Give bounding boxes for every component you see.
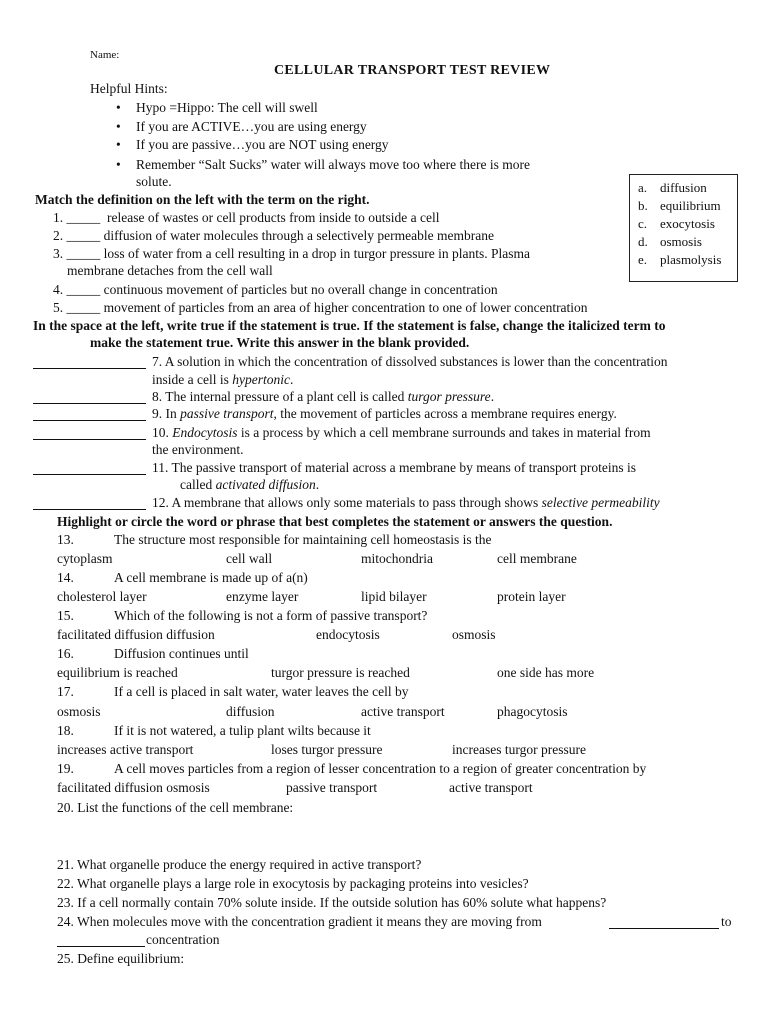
mc-option[interactable]: loses turgor pressure — [271, 742, 383, 757]
mc-q16-text: Diffusion continues until — [114, 646, 249, 661]
term-item: e. plasmolysis — [638, 252, 722, 267]
tf-answer-blank-12[interactable] — [33, 497, 146, 510]
mc-option[interactable]: turgor pressure is reached — [271, 665, 410, 680]
match-item-4: 4. _____ continuous movement of particles but no overall change in concentration — [53, 282, 498, 297]
answer-blank[interactable]: _____ — [66, 300, 101, 315]
answer-blank[interactable]: _____ — [66, 210, 101, 225]
short-q20: 20. List the functions of the cell membrane: — [57, 800, 294, 815]
mc-q17-num: 17. — [57, 684, 74, 699]
mc-option[interactable]: osmosis — [452, 627, 496, 642]
tf-answer-blank-11[interactable] — [33, 462, 146, 475]
mc-q17-text: If a cell is placed in salt water, water leaves the cell by — [114, 684, 409, 699]
mc-option[interactable]: cell wall — [226, 551, 273, 566]
mc-option[interactable]: active transport — [449, 780, 533, 795]
match-item-2: 2. _____ diffusion of water molecules through a selectively permeable membrane — [53, 228, 494, 243]
hint-bullet-icon: • — [116, 157, 121, 172]
tf-q10: 10. Endocytosis is a process by which a cell membrane surrounds and takes in material from — [152, 425, 651, 440]
mc-option[interactable]: cell membrane — [497, 551, 577, 566]
hint-item: If you are passive…you are NOT using energy — [136, 137, 389, 152]
hints-heading: Helpful Hints: — [90, 81, 168, 96]
tf-q8: 8. The internal pressure of a plant cell is called turgor pressure. — [152, 389, 495, 404]
mc-option[interactable]: facilitated diffusion osmosis — [57, 780, 210, 795]
tf-answer-blank-8[interactable] — [33, 391, 146, 404]
tf-q12: 12. A membrane that allows only some materials to pass through shows selective permeability — [152, 495, 660, 510]
hint-item: If you are ACTIVE…you are using energy — [136, 119, 367, 134]
hint-bullet-icon: • — [116, 137, 121, 152]
mc-q18-num: 18. — [57, 723, 74, 738]
match-item-1: 1. _____ release of wastes or cell products from inside to outside a cell — [53, 210, 440, 225]
tf-answer-blank-9[interactable] — [33, 408, 146, 421]
mc-q15-text: Which of the following is not a form of passive transport? — [114, 608, 428, 623]
term-item: c. exocytosis — [638, 216, 715, 231]
short-q24: 24. When molecules move with the concentration gradient it means they are moving from — [57, 914, 542, 929]
match-instruction: Match the definition on the left with the term on the right. — [35, 192, 370, 207]
short-q24-to: to — [721, 914, 732, 929]
mc-option[interactable]: osmosis — [57, 704, 101, 719]
mc-option[interactable]: cytoplasm — [57, 551, 113, 566]
match-item-3-cont: membrane detaches from the cell wall — [67, 263, 273, 278]
tf-q7: 7. A solution in which the concentration of dissolved substances is lower than the concentration — [152, 354, 668, 369]
answer-blank[interactable]: _____ — [66, 246, 101, 261]
mc-option[interactable]: lipid bilayer — [361, 589, 427, 604]
mc-q13-text: The structure most responsible for maintaining cell homeostasis is the — [114, 532, 492, 547]
tf-answer-blank-10[interactable] — [33, 427, 146, 440]
mc-q14-num: 14. — [57, 570, 74, 585]
mc-q19-text: A cell moves particles from a region of lesser concentration to a region of greater concentration by — [114, 761, 647, 776]
short-q24-cont: concentration — [146, 932, 220, 947]
answer-blank[interactable]: _____ — [66, 282, 101, 297]
match-item-3: 3. _____ loss of water from a cell resulting in a drop in turgor pressure in plants. Plasma — [53, 246, 531, 261]
hint-bullet-icon: • — [116, 119, 121, 134]
term-box — [629, 174, 738, 282]
hint-item: Remember “Salt Sucks” water will always move too where there is more — [136, 157, 531, 172]
tf-answer-blank-7[interactable] — [33, 356, 146, 369]
mc-option[interactable]: passive transport — [286, 780, 378, 795]
mc-q19-num: 19. — [57, 761, 74, 776]
match-item-5: 5. _____ movement of particles from an area of higher concentration to one of lower concentration — [53, 300, 588, 315]
answer-blank[interactable]: _____ — [66, 228, 101, 243]
mc-option[interactable]: enzyme layer — [226, 589, 299, 604]
q24-blank-from[interactable] — [609, 916, 719, 929]
hint-item: Hypo =Hippo: The cell will swell — [136, 100, 318, 115]
mc-option[interactable]: diffusion — [226, 704, 275, 719]
term-item: a. diffusion — [638, 180, 707, 195]
page-title: CELLULAR TRANSPORT TEST REVIEW — [274, 63, 551, 78]
short-q21: 21. What organelle produce the energy required in active transport? — [57, 857, 422, 872]
mc-option[interactable]: active transport — [361, 704, 445, 719]
short-q22: 22. What organelle plays a large role in exocytosis by packaging proteins into vesicles? — [57, 876, 529, 891]
short-q23: 23. If a cell normally contain 70% solute inside. If the outside solution has 60% solute what happens? — [57, 895, 607, 910]
q24-blank-to[interactable] — [57, 934, 145, 947]
tf-instruction: In the space at the left, write true if the statement is true. If the statement is false, change the italicized term to — [33, 318, 666, 333]
mc-option[interactable]: protein layer — [497, 589, 566, 604]
hint-item-cont: solute. — [136, 174, 172, 189]
tf-instruction-cont: make the statement true. Write this answer in the blank provided. — [90, 335, 470, 350]
mc-q14-text: A cell membrane is made up of a(n) — [114, 570, 308, 585]
tf-q9: 9. In passive transport, the movement of particles across a membrane requires energy. — [152, 406, 617, 421]
tf-q11-cont: called activated diffusion. — [180, 477, 320, 492]
mc-q18-text: If it is not watered, a tulip plant wilts because it — [114, 723, 371, 738]
tf-q11: 11. The passive transport of material across a membrane by means of transport proteins is — [152, 460, 636, 475]
mc-option[interactable]: phagocytosis — [497, 704, 568, 719]
tf-q10-cont: the environment. — [152, 442, 244, 457]
mc-option[interactable]: facilitated diffusion diffusion — [57, 627, 215, 642]
mc-option[interactable]: cholesterol layer — [57, 589, 147, 604]
short-q25: 25. Define equilibrium: — [57, 951, 185, 966]
mc-option[interactable]: increases active transport — [57, 742, 194, 757]
mc-instruction: Highlight or circle the word or phrase that best completes the statement or answers the question. — [57, 514, 613, 529]
term-item: d. osmosis — [638, 234, 702, 249]
term-item: b. equilibrium — [638, 198, 721, 213]
mc-option[interactable]: mitochondria — [361, 551, 433, 566]
tf-q7-cont: inside a cell is hypertonic. — [152, 372, 294, 387]
mc-option[interactable]: endocytosis — [316, 627, 380, 642]
mc-q15-num: 15. — [57, 608, 74, 623]
mc-option[interactable]: equilibrium is reached — [57, 665, 178, 680]
mc-option[interactable]: one side has more — [497, 665, 595, 680]
mc-option[interactable]: increases turgor pressure — [452, 742, 586, 757]
hint-bullet-icon: • — [116, 100, 121, 115]
name-label: Name: — [90, 49, 120, 61]
mc-q16-num: 16. — [57, 646, 74, 661]
mc-q13-num: 13. — [57, 532, 74, 547]
